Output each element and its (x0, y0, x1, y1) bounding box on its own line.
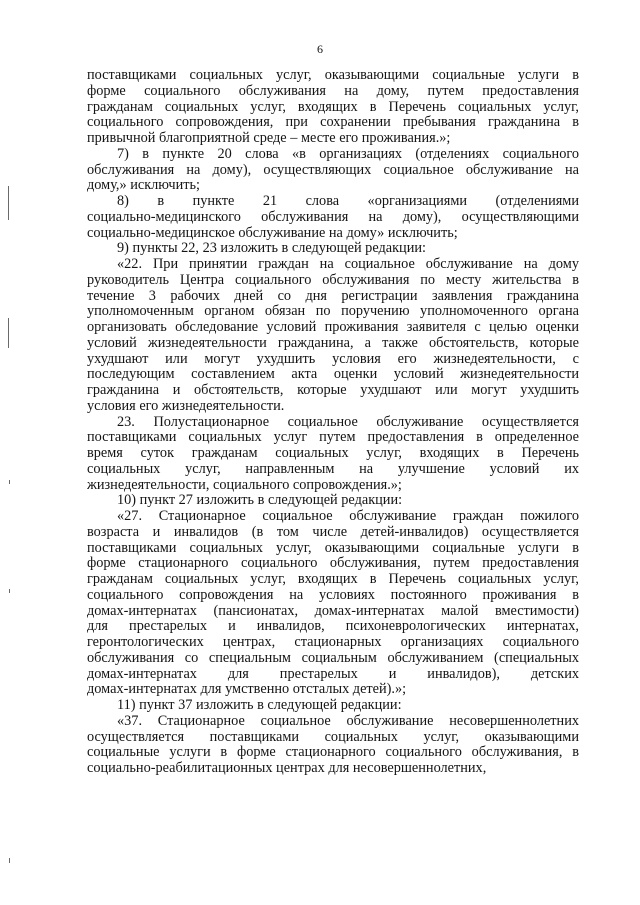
paragraph (87, 509, 579, 698)
paragraph (87, 194, 579, 241)
paragraph (87, 698, 579, 714)
text-line: форме социального обслуживания на дому, путем предоставления (87, 83, 579, 99)
text-line: последующим составлением акта оценки условий жизнедеятельности (87, 367, 579, 383)
text-line: течение 3 рабочих дней со дня регистрации заявления гражданина (87, 288, 579, 304)
text-line: дому,» исключить; (87, 178, 201, 194)
text-line: руководитель Центра социального обслуживания по месту жительства в (87, 272, 579, 288)
paragraph (87, 68, 579, 147)
text-line: обслуживания со специальным социальным обслуживанием (специальных (87, 650, 579, 666)
text-line: поставщиками социальных услуг, оказывающими социальные услуги в (87, 68, 579, 83)
text-line: 11) пункт 37 изложить в следующей редакции: (117, 698, 402, 713)
text-line: социальных услуг, направленным на улучшение условий их (87, 461, 579, 477)
text-line: социально-реабилитационных центрах для несовершеннолетних, (87, 761, 487, 776)
paragraph (87, 241, 579, 257)
text-line: «37. Стационарное социальное обслуживание несовершеннолетних (117, 713, 579, 729)
scan-artifact (9, 858, 10, 863)
text-line: социального сопровождения на условиях постоянного проживания в (87, 587, 579, 603)
paragraph (87, 493, 579, 509)
scan-artifact (9, 480, 10, 484)
text-line: социально-медицинское обслуживание на дому» исключить; (87, 225, 458, 241)
text-line: 23. Полустационарное социальное обслуживание осуществляется (117, 414, 579, 430)
text-line: гражданам социальных услуг, входящих в Перечень социальных услуг, (87, 572, 579, 587)
text-line: поставщиками социальных услуг путем предоставления в определенное (87, 430, 579, 446)
scan-artifact (8, 186, 9, 220)
text-line: 9) пункты 22, 23 изложить в следующей редакции: (117, 241, 426, 257)
paragraph (87, 415, 579, 494)
paragraph (87, 714, 579, 777)
scan-artifact (9, 589, 10, 593)
text-line: осуществляется поставщиками социальных услуг, оказывающими (87, 729, 579, 745)
paragraph (87, 257, 579, 415)
text-line: поставщиками социальных услуг, оказывающими социальные услуги в (87, 540, 579, 556)
text-line: социального сопровождения, при сохранении пребывания гражданина в (87, 115, 579, 131)
paragraph (87, 147, 579, 194)
text-line: условия его жизнедеятельности. (87, 398, 285, 414)
text-line: время суток гражданам социальных услуг, входящих в Перечень (87, 446, 579, 461)
text-line: условий жизнедеятельности гражданина, а также обстоятельств, которые (87, 335, 579, 351)
text-line: обслуживания на дому), осуществляющих социальное обслуживание на (87, 162, 579, 178)
text-line: домах-интернатах для престарелых и инвалидов), детских (87, 666, 579, 682)
text-line: форме стационарного социального обслуживания, путем предоставления (87, 556, 579, 572)
text-line: организовать обследование условий проживания заявителя с целью оценки (87, 320, 579, 335)
text-line: ухудшают или могут ухудшить условия его жизнедеятельности, с (87, 351, 579, 367)
text-line: «27. Стационарное социальное обслуживание граждан пожилого (117, 509, 579, 524)
text-line: геронтологических центрах, стационарных организациях социального (87, 635, 579, 650)
text-line: «22. При принятии граждан на социальное обслуживание на дому (117, 257, 579, 272)
text-line: для престарелых и инвалидов, психоневрологических интернатах, (87, 619, 579, 635)
text-line: возраста и инвалидов (в том числе детей-инвалидов) осуществляется (87, 524, 579, 540)
text-line: социальные услуги в форме стационарного социального обслуживания, в (87, 745, 579, 761)
text-line: 7) в пункте 20 слова «в организациях (отделениях социального (117, 146, 579, 162)
text-line: жизнедеятельности, социального сопровождения.»; (87, 477, 402, 493)
scan-artifact (8, 318, 9, 348)
page-number: 6 (317, 42, 323, 56)
text-line: домах-интернатах (пансионатах, домах-интернатах малой вместимости) (87, 603, 579, 619)
text-line: 10) пункт 27 изложить в следующей редакции: (117, 493, 403, 509)
text-line: гражданина и обстоятельств, которые ухудшают или могут ухудшить (87, 383, 579, 398)
text-line: гражданам социальных услуг, входящих в Перечень социальных услуг, (87, 99, 579, 115)
text-line: 8) в пункте 21 слова «организациями (отделениями (117, 194, 579, 209)
document-body (87, 68, 579, 777)
text-line: уполномоченным органом обязан по поручению уполномоченного органа (87, 304, 579, 320)
text-line: привычной благоприятной среде – месте его проживания.»; (87, 131, 451, 146)
text-line: социально-медицинского обслуживания на дому), осуществляющими (87, 209, 579, 225)
text-line: домах-интернатах для умственно отсталых детей).»; (87, 682, 407, 698)
